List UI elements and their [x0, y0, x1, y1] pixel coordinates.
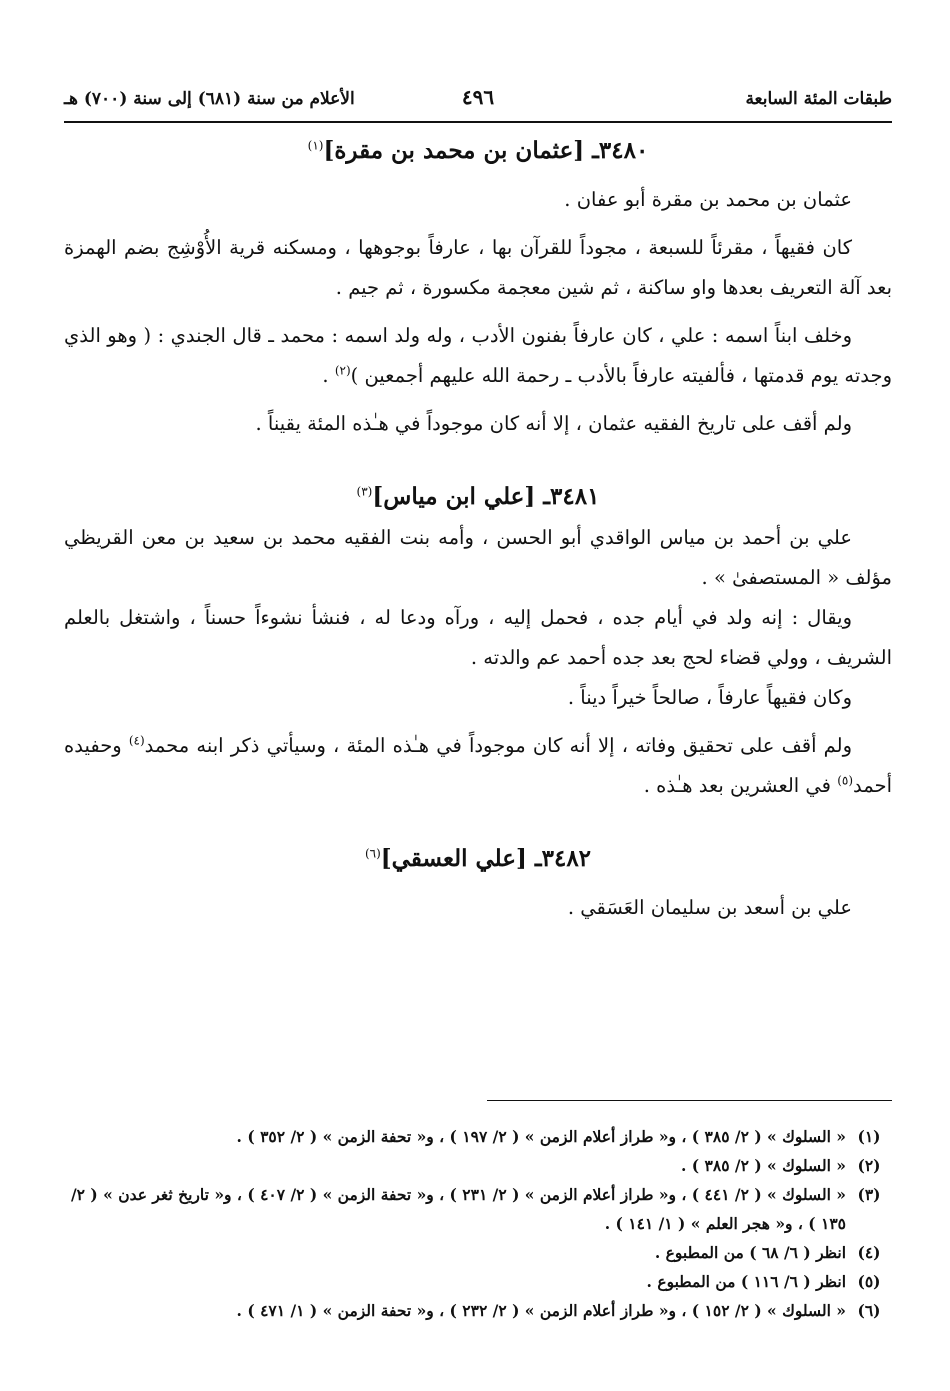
footnote [64, 1180, 892, 1238]
footnote [64, 1296, 892, 1325]
paragraph-tail: وحفيده أحمد [64, 734, 892, 797]
footnote-number: (٥) [857, 1272, 881, 1291]
footnotes [64, 1122, 892, 1325]
footnote-separator [487, 1100, 892, 1101]
paragraph-text: وخلف ابناً اسمه : علي ، كان عارفاً بفنون الأدب ، وله ولد اسمه : محمد ـ قال الجندي : ( وهو الذي وجدته يوم قدمتها ، فألفيته عارفاً بالأدب ـ رحمة الله عليهم أجمعين ) [64, 324, 892, 387]
footnote-text: « السلوك » ( ٢/ ١٥٢ ) ، و« طراز أعلام الزمن » ( ٢/ ٢٣٢ ) ، و« تحفة الزمن » ( ١/ ٤٧١ ) . [236, 1301, 846, 1320]
entry-paragraph: كان فقيهاً ، مقرئاً للسبعة ، مجوداً للقرآن بها ، عارفاً بوجوهها ، ومسكنه قرية الأُوْشِج بضم الهمزة بعد آلة التعريف بعدها واو ساكنة ، ثم شين معجمة مكسورة ، ثم جيم . [64, 236, 892, 299]
footnote [64, 1238, 892, 1267]
footnote-text: انظر ( ٦/ ٦٨ ) من المطبوع . [654, 1243, 846, 1262]
biography-entry [64, 476, 892, 806]
entry-title [64, 838, 892, 880]
footnote-ref: (٣) [356, 484, 373, 499]
biography-entry [64, 130, 892, 444]
biography-entry [64, 838, 892, 928]
footnote-number: (٦) [857, 1301, 881, 1320]
entry-title-text: ٣٤٨٠ـ [عثمان بن محمد بن مقرة] [323, 137, 649, 164]
entry-title [64, 130, 892, 172]
footnote-text: « السلوك » ( ٢/ ٣٨٥ ) ، و« طراز أعلام الزمن » ( ٢/ ١٩٧ ) ، و« تحفة الزمن » ( ٢/ ٣٥٢ ) . [236, 1127, 846, 1146]
entry-title [64, 476, 892, 518]
entry-paragraph: وكان فقيهاً عارفاً ، صالحاً خيراً ديناً . [567, 686, 852, 709]
footnote-number: (٣) [857, 1185, 881, 1204]
footnote-text: « السلوك » ( ٢/ ٣٨٥ ) . [681, 1156, 846, 1175]
paragraph-text: ولم أقف على تحقيق وفاته ، إلا أنه كان موجوداً في هـٰذه المئة ، وسيأتي ذكر ابنه محمد [144, 734, 853, 757]
footnote [64, 1267, 892, 1296]
entry-paragraph: علي بن أحمد بن مياس الواقدي أبو الحسن ، وأمه بنت الفقيه محمد بن سعيد بن معن القريظي مؤلف « المستصفىٰ » . [64, 526, 892, 589]
running-header [64, 84, 892, 114]
entry-paragraph: ولم أقف على تاريخ الفقيه عثمان ، إلا أنه كان موجوداً في هـٰذه المئة يقيناً . [255, 412, 852, 435]
entry-paragraph [64, 316, 892, 396]
footnote-ref: (١) [307, 138, 324, 153]
footnote-ref: (٢) [334, 363, 351, 378]
paragraph-tail: . [322, 364, 335, 387]
footnote-number: (١) [857, 1127, 881, 1146]
footnote-ref: (٦) [364, 846, 381, 861]
footnote-ref: (٥) [837, 773, 854, 788]
entry-title-text: ٣٤٨١ـ [علي ابن مياس] [372, 483, 600, 510]
page-body [64, 130, 892, 928]
entry-paragraph: علي بن أسعد بن سليمان العَسَقي . [567, 896, 852, 919]
entry-paragraph [64, 726, 892, 806]
footnote-ref: (٤) [128, 733, 145, 748]
header-page-number: ٤٩٦ [461, 85, 495, 109]
footnote-number: (٤) [857, 1243, 881, 1262]
paragraph-tail: في العشرين بعد هـٰذه . [643, 774, 838, 797]
footnote-text: انظر ( ٦/ ١١٦ ) من المطبوع . [646, 1272, 846, 1291]
footnote-text: « السلوك » ( ٢/ ٤٤١ ) ، و« طراز أعلام الزمن » ( ٢/ ٢٣١ ) ، و« تحفة الزمن » ( ٢/ ٤٠٧ ) ، و« تاريخ ثغر عدن » ( ٢/ ١٣٥ ) ، و« هجر العلم » ( ١/ ١٤١ ) . [71, 1185, 846, 1233]
header-book-section: طبقات المئة السابعة [745, 89, 892, 109]
footnote [64, 1122, 892, 1151]
footnote-number: (٢) [857, 1156, 881, 1175]
footnote [64, 1151, 892, 1180]
entry-paragraph: عثمان بن محمد بن مقرة أبو عفان . [564, 188, 852, 211]
header-period: الأعلام من سنة (٦٨١) إلى سنة (٧٠٠) هـ [64, 89, 355, 109]
header-rule [64, 121, 892, 123]
entry-paragraph: ويقال : إنه ولد في أيام جده ، فحمل إليه ، ورآه ودعا له ، فنشأ نشوءاً حسناً ، واشتغل بالعلم الشريف ، وولي قضاء لحج بعد جده أحمد عم والدته . [64, 606, 892, 669]
entry-title-text: ٣٤٨٢ـ [علي العسقي] [380, 845, 592, 872]
